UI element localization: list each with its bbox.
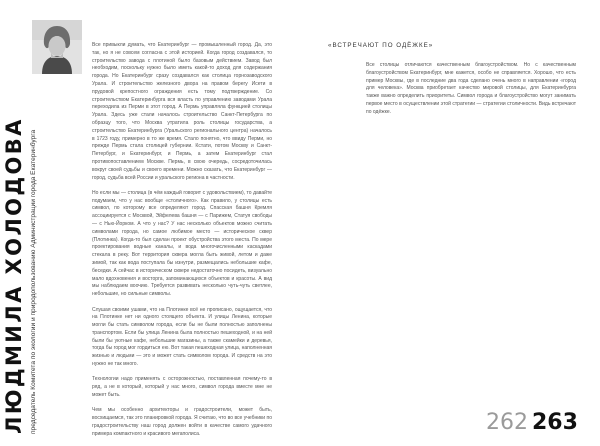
section-heading: «ВСТРЕЧАЮТ ПО ОДЁЖКЕ» bbox=[328, 42, 434, 49]
article-paragraph: Все столицы отличаются качественным благоустройством. Но с качественным благоустройством Екатеринбург, мне кажется, особо не справляется. Хорошо, что есть пример Москвы, где в последние два года сделано очень много в направлении «город для человека». Москва приобретает качество мировой столицы, для Екатеринбурга также важно определить приоритеты. Символ города и благоустройство могут занимать первое место в осуществлении этой стратегии — стратегии столичности. Видь встречают по одёжке. bbox=[366, 62, 576, 115]
author-role: председатель Комитета по экологии и природопользованию Администрации города Екатеринбурга bbox=[30, 129, 37, 434]
author-name: ЛЮДМИЛА ХОЛОДОВА bbox=[2, 117, 26, 434]
article-paragraph: Все привыкли думать, что Екатеринбург — промышленный город. Да, это так, но я не совсем согласна с этой историей. Когда город создавался, то строительство завода с плотиной было базовым действием. Завод был необходим, поскольку нужно было иметь какой-то доход для содержания города. Но Екатеринбург сразу создавался как столица горнозаводского Урала. И строительство железного двора на правом берегу Исети в прудовой крепостного ограждения есть тому подтверждение. Со строительством Екатеринбурга вся власть по управлению заводами Урала переходила из Перми в этот город. А Пермь управляла функцией столицы Урала. Здесь уже стали началось строительство Санкт-Петербурга по образцу того, что Москва утратила роль столицы государства, а строительство Екатеринбурга (Уральского регионального центра) началось в 1723 году, примерно в то же время. Стало понятно, что ввиду Перми, но прежде Пермь стала столицей губернии. Кстати, потом Москву и Санкт-Петербург, и Екатеринбург, и Пермь, а затем Екатеринбург стал противопоставлением Москве. Пермь, в свою очередь, сосредоточилась вокруг своей судьбы и своего времени. Можно сказать, что Екатеринбург — город, судьба всей России и уральского региона в частности. bbox=[92, 42, 272, 181]
page-numbers bbox=[486, 411, 578, 435]
article-paragraph: Чем мы особенно архитекторы и градостроители, может быть, восхищаемся, так это планировкой города. Я считаю, что во все учебники по градостроительству наш город должен войти в качестве самого удачного примера компактного и красивого мегаполиса. bbox=[92, 407, 272, 437]
article-paragraph: Технологии надо применять с осторожностью, поставленная почему-то в ряд, а не в который, который у нас много, символ города вместе мне не может быть. bbox=[92, 376, 272, 398]
article-paragraph: Слушая своими ушами, что на Плотинке всё не прописано, ощущается, что на Плотинке нет ни одного стоящего объекта. И улицы Ленина, которые могли бы стать символом города, если бы не были полностью заполнены транспортом. Если бы улица Ленина была полностью пешеходной, и на ней были бы уютные кафе, небольшие магазины, а также скамейки и деревья, тогда бы город мог гордиться ею. Вот такая пешеходная улица, наполненная жизнью и людьми — это и может стать символом города. И средств на это нужно не так много. bbox=[92, 306, 272, 368]
page-number-right: 263 bbox=[532, 410, 578, 435]
article-paragraph: Но если мы — столица (в чём каждый говорит с удовольствием), то давайте подумаем, что у нас вообще «столичного». Как правило, у столицы есть символ, по которому все определяют город. Спасская башня Кремля ассоциируется с Москвой, Эйфелева башня — с Парижем, Статуя свободы — с Нью-Йорком. А что у нас? У нас несколько объектов можно считать символами города, но самое любимое место — историческое сквер (Плотинка). Когда-то был сделан проект обустройства этого места. По мере проектирования водные каналы, и вода многочисленными каскадами стекала в реку. Вот территория сквера могла быть живой, летом и даже зимой, так как вода поступала бы изнутри, размещались небольшие кафе, беседки. А сейчас в историческом сквере недостаточно посидеть, визуально мало вдохновения и восторга, запоминающихся объектов и красоты. А вид мы наблюдаем воочию. Требуется развивать несколько чуть-чуть светлее, небольшие, но сильные символы. bbox=[92, 189, 272, 298]
author-photo bbox=[32, 20, 82, 74]
person-photo-icon bbox=[32, 20, 82, 74]
page-number-left: 262 bbox=[486, 410, 528, 435]
article-column-left bbox=[92, 42, 272, 446]
article-column-right bbox=[366, 62, 576, 117]
